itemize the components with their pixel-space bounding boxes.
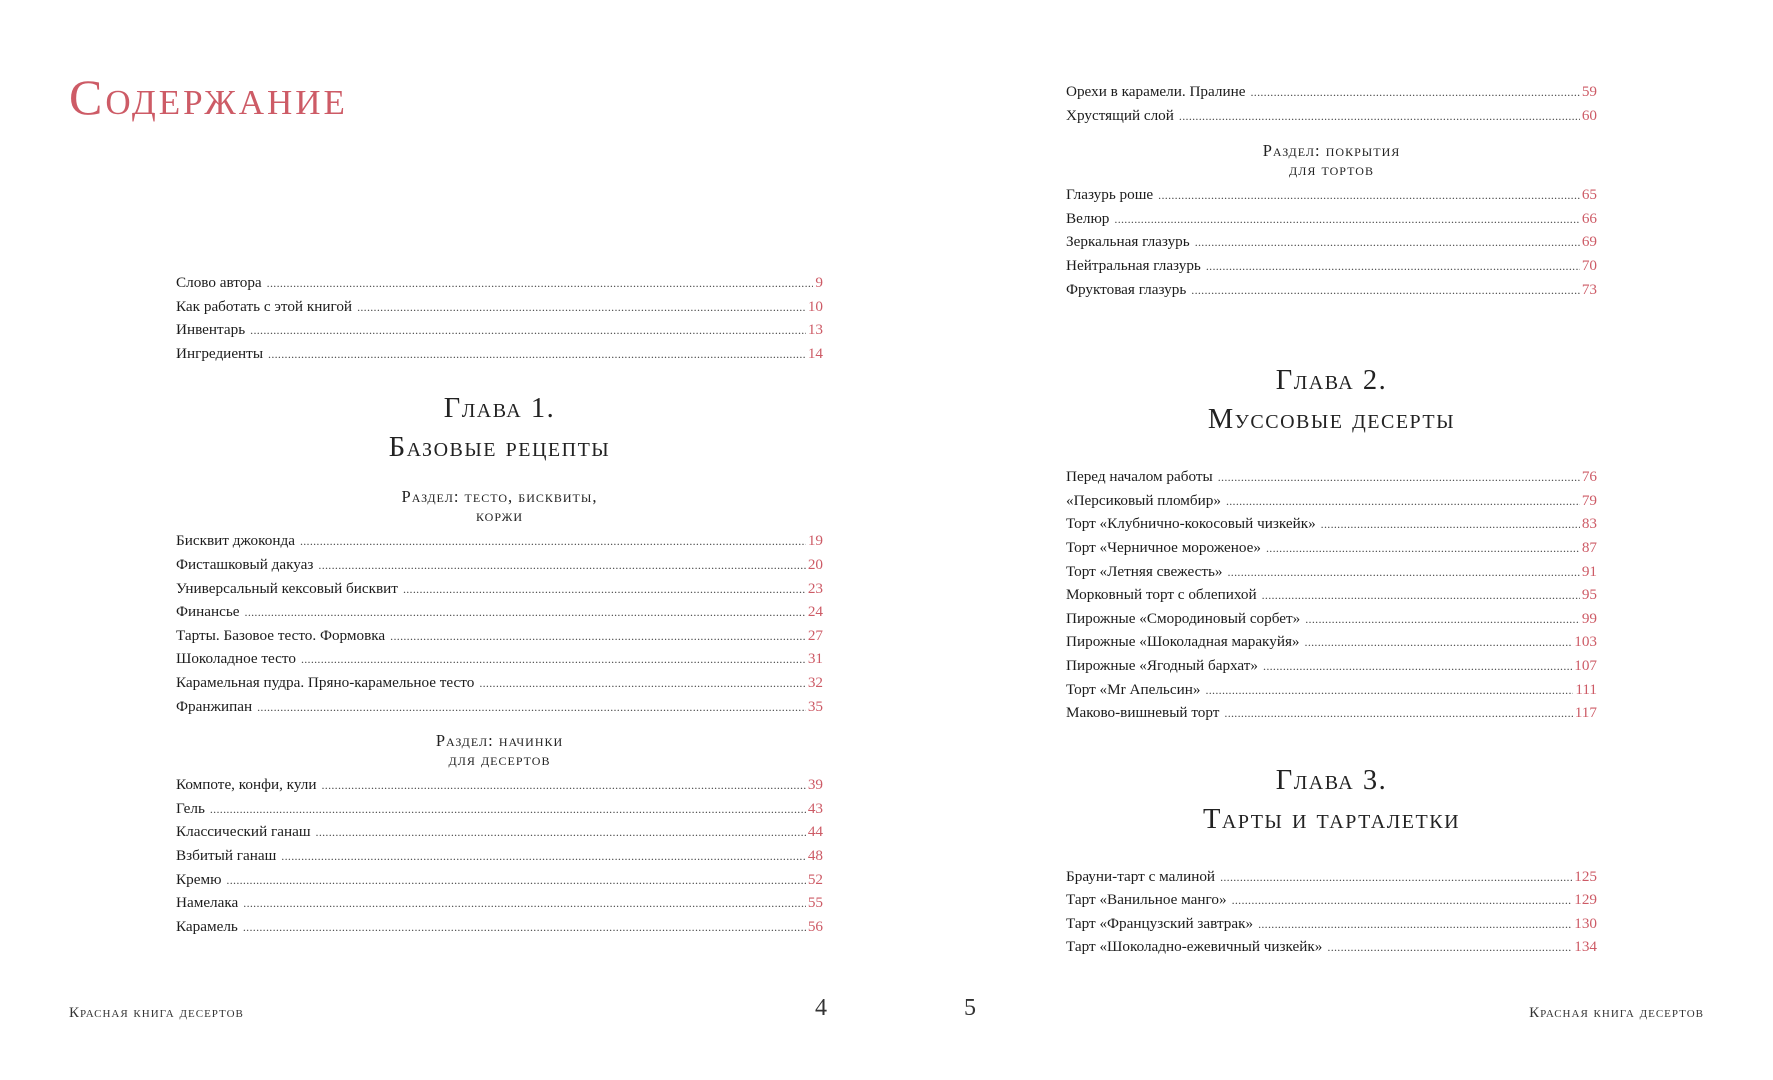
footer-book-title: Красная книга десертов — [1529, 1005, 1704, 1021]
footer-book-title: Красная книга десертов — [69, 1005, 244, 1021]
toc-entry-page-number: 55 — [807, 894, 823, 912]
toc-entry-title: Финансье — [176, 603, 240, 621]
toc-entry — [1066, 207, 1597, 231]
toc-entry-page-number: 60 — [1581, 106, 1597, 124]
toc-entry-title: Орехи в карамели. Пралине — [1066, 83, 1246, 100]
toc-entry-title: Универсальный кексовый бисквит — [176, 579, 398, 597]
toc-entry — [1066, 888, 1597, 912]
dot-leader — [210, 798, 806, 822]
toc-entry — [176, 577, 823, 601]
mousse-list — [1066, 465, 1597, 725]
toc-entry-page-number: 48 — [807, 846, 823, 864]
dot-leader — [1321, 513, 1580, 537]
section-title-line: Раздел: начинки — [435, 731, 564, 751]
toc-entry-page-number: 107 — [1574, 656, 1597, 674]
toc-entry-title: Тарт «Французский завтрак» — [1066, 914, 1254, 932]
toc-entry — [1066, 278, 1597, 302]
dot-leader — [226, 869, 805, 893]
section-heading-dough — [176, 487, 823, 525]
toc-entry-page-number: 76 — [1581, 468, 1597, 486]
chapter-1-heading — [176, 389, 823, 467]
toc-entry-title: Перед началом работы — [1066, 468, 1213, 486]
toc-entry — [1066, 489, 1597, 513]
toc-entry — [176, 318, 823, 342]
toc-entry — [1066, 654, 1597, 678]
dot-leader — [1206, 255, 1580, 279]
chapter-title: Муссовые десерты — [1207, 404, 1456, 436]
toc-entry-title: Торт «Mr Апельсин» — [1066, 680, 1201, 698]
dot-leader — [1205, 679, 1573, 703]
toc-entry — [176, 271, 823, 295]
toc-entry-title: Тарт «Шоколадно-ежевичный чизкейк» — [1066, 938, 1323, 956]
section-title-line: для десертов — [448, 750, 551, 770]
toc-entry-title: Глазурь роше — [1066, 186, 1154, 204]
toc-entry-title: Карамель — [176, 917, 238, 935]
toc-entry-page-number: 103 — [1574, 633, 1597, 651]
page-number-right: 5 — [964, 995, 976, 1021]
toc-entry — [1066, 80, 1597, 104]
toc-entry-title: Слово автора — [176, 274, 262, 291]
dot-leader — [1263, 655, 1572, 679]
toc-entry-page-number: 95 — [1581, 586, 1597, 604]
right-page — [886, 0, 1773, 1080]
toc-entry-page-number: 39 — [807, 776, 823, 794]
section-title-line: для тортов — [1289, 160, 1374, 180]
page-number-left: 4 — [815, 995, 827, 1021]
dot-leader — [1114, 208, 1579, 232]
toc-right — [1066, 80, 1597, 959]
dot-leader — [301, 648, 806, 672]
toc-entry-title: Шоколадное тесто — [176, 650, 296, 668]
chapter-number: Глава 3. — [1275, 764, 1388, 796]
toc-entry-page-number: 20 — [807, 555, 823, 573]
toc-entry — [176, 868, 823, 892]
dot-leader — [1191, 279, 1580, 303]
toc-entry — [1066, 512, 1597, 536]
section-title-line: коржи — [475, 506, 524, 526]
toc-entry-page-number: 52 — [807, 870, 823, 888]
toc-entry-page-number: 13 — [807, 321, 823, 339]
toc-entry-page-number: 10 — [807, 297, 823, 315]
toc-entry — [176, 647, 823, 671]
toc-entry-page-number: 43 — [807, 799, 823, 817]
dot-leader — [257, 696, 806, 720]
toc-entry — [1066, 607, 1597, 631]
toc-entry-page-number: 35 — [807, 697, 823, 715]
toc-entry-page-number: 73 — [1581, 280, 1597, 298]
section-title-line: Раздел: тесто, бисквиты, — [401, 487, 598, 507]
dot-leader — [243, 916, 806, 940]
dot-leader — [1266, 537, 1580, 561]
toc-entry-page-number: 66 — [1581, 209, 1597, 227]
dot-leader — [479, 672, 805, 696]
toc-entry-page-number: 91 — [1581, 562, 1597, 580]
toc-entry-title: Намелака — [176, 894, 239, 912]
toc-entry — [176, 891, 823, 915]
section-heading-fillings — [176, 731, 823, 769]
dot-leader — [1232, 889, 1573, 913]
toc-entry-title: Нейтральная глазурь — [1066, 256, 1201, 274]
toc-entry-title: Торт «Черничное мороженое» — [1066, 538, 1261, 556]
toc-entry — [176, 529, 823, 553]
toc-entry-page-number: 31 — [807, 650, 823, 668]
toc-entry — [1066, 230, 1597, 254]
toc-entry-page-number: 24 — [807, 603, 823, 621]
section-title-line: Раздел: покрытия — [1262, 141, 1401, 161]
dot-leader — [1224, 702, 1572, 726]
toc-entry-page-number: 56 — [807, 917, 823, 935]
dot-leader — [243, 892, 806, 916]
toc-entry — [176, 915, 823, 939]
toc-entry — [176, 820, 823, 844]
toc-entry-title: Компоте, конфи, кули — [176, 776, 317, 794]
toc-left — [176, 271, 823, 938]
toc-entry — [176, 600, 823, 624]
toc-entry-title: Тарт «Ванильное манго» — [1066, 891, 1227, 909]
toc-entry-title: Пирожные «Смородиновый сорбет» — [1066, 609, 1301, 627]
toc-entry-page-number: 19 — [807, 532, 823, 550]
toc-entry-title: Фисташковый дакуаз — [176, 555, 314, 573]
toc-entry — [176, 773, 823, 797]
toc-entry-page-number: 9 — [815, 274, 823, 291]
toc-entry-page-number: 27 — [807, 626, 823, 644]
toc-entry-page-number: 70 — [1581, 256, 1597, 274]
toc-entry — [1066, 560, 1597, 584]
toc-entry-page-number: 59 — [1581, 83, 1597, 100]
toc-entry-page-number: 134 — [1574, 938, 1597, 956]
intro-list — [176, 271, 823, 365]
chapter-3-heading — [1066, 761, 1597, 839]
toc-entry-page-number: 125 — [1574, 867, 1597, 885]
toc-entry-page-number: 129 — [1574, 891, 1597, 909]
toc-entry-title: Брауни-тарт с малиной — [1066, 867, 1216, 885]
toc-entry — [176, 844, 823, 868]
dot-leader — [357, 296, 806, 320]
dot-leader — [318, 554, 805, 578]
toc-entry-page-number: 130 — [1574, 914, 1597, 932]
toc-entry — [1066, 701, 1597, 725]
toc-entry — [1066, 583, 1597, 607]
chapter-2-heading — [1066, 361, 1597, 439]
toc-entry — [176, 797, 823, 821]
dot-leader — [250, 319, 806, 343]
toc-entry-title: Пирожные «Шоколадная маракуйя» — [1066, 633, 1300, 651]
toc-entry — [1066, 183, 1597, 207]
toc-entry-title: Морковный торт с облепихой — [1066, 586, 1257, 604]
dot-leader — [1250, 81, 1579, 105]
toc-entry-title: Торт «Клубнично-кокосовый чизкейк» — [1066, 515, 1316, 533]
chapter-number: Глава 2. — [1275, 365, 1388, 397]
toc-entry-page-number: 117 — [1574, 704, 1597, 722]
toc-entry — [1066, 865, 1597, 889]
toc-entry — [176, 553, 823, 577]
tarts-list — [1066, 865, 1597, 959]
toc-entry-page-number: 65 — [1581, 186, 1597, 204]
toc-entry-title: Инвентарь — [176, 321, 246, 339]
dot-leader — [316, 821, 806, 845]
toc-entry — [1066, 678, 1597, 702]
toc-entry-title: Фруктовая глазурь — [1066, 280, 1187, 298]
chapter-number: Глава 1. — [443, 393, 556, 425]
toc-entry-page-number: 44 — [807, 823, 823, 841]
toc-entry — [176, 671, 823, 695]
toc-entry-title: Тарты. Базовое тесто. Формовка — [176, 626, 386, 644]
dot-leader — [1218, 466, 1580, 490]
page-title: Содержание — [69, 69, 348, 125]
toc-entry-title: Ингредиенты — [176, 344, 264, 362]
toc-entry-title: Классический ганаш — [176, 823, 311, 841]
dot-leader — [403, 578, 806, 602]
toc-entry-title: Кремю — [176, 870, 222, 888]
toc-entry-title: Как работать с этой книгой — [176, 297, 353, 315]
dot-leader — [390, 625, 806, 649]
dot-leader — [1305, 608, 1580, 632]
dot-leader — [1179, 105, 1580, 129]
toc-entry — [1066, 536, 1597, 560]
dot-leader — [1262, 584, 1580, 608]
toc-entry-title: Хрустящий слой — [1066, 106, 1174, 124]
dot-leader — [300, 530, 806, 554]
toc-entry-page-number: 14 — [807, 344, 823, 362]
dot-leader — [1158, 184, 1580, 208]
dot-leader — [1220, 866, 1572, 890]
dot-leader — [1305, 631, 1573, 655]
toc-entry-title: Маково-вишневый торт — [1066, 704, 1220, 722]
left-page — [0, 0, 886, 1080]
toc-entry — [1066, 630, 1597, 654]
toc-entry — [1066, 104, 1597, 128]
toc-entry-title: Гель — [176, 799, 205, 817]
toc-entry-title: Бисквит джоконда — [176, 532, 295, 550]
toc-entry-page-number: 87 — [1581, 538, 1597, 556]
toc-entry-page-number: 111 — [1575, 680, 1597, 698]
toc-entry-title: «Персиковый пломбир» — [1066, 491, 1221, 509]
toc-entry-page-number: 23 — [807, 579, 823, 597]
toc-entry — [1066, 254, 1597, 278]
toc-entry — [1066, 935, 1597, 959]
toc-entry-title: Взбитый ганаш — [176, 846, 277, 864]
toc-entry-page-number: 99 — [1581, 609, 1597, 627]
toc-entry-title: Зеркальная глазурь — [1066, 233, 1190, 251]
section-heading-coatings — [1066, 141, 1597, 179]
fillings-list — [176, 773, 823, 938]
fillings-continued-list — [1066, 80, 1597, 127]
toc-entry-title: Пирожные «Ягодный бархат» — [1066, 656, 1259, 674]
dot-leader — [1226, 490, 1580, 514]
dough-list — [176, 529, 823, 718]
dot-leader — [1228, 561, 1580, 585]
toc-entry-page-number: 83 — [1581, 515, 1597, 533]
toc-entry — [176, 624, 823, 648]
dot-leader — [245, 601, 806, 625]
toc-entry-page-number: 32 — [807, 673, 823, 691]
dot-leader — [268, 343, 806, 367]
dot-leader — [1195, 231, 1580, 255]
dot-leader — [1258, 913, 1572, 937]
toc-entry — [176, 295, 823, 319]
dot-leader — [1327, 936, 1572, 960]
dot-leader — [267, 272, 814, 296]
toc-entry-title: Велюр — [1066, 209, 1110, 227]
coatings-list — [1066, 183, 1597, 301]
chapter-title: Базовые рецепты — [388, 432, 611, 464]
toc-entry-page-number: 69 — [1581, 233, 1597, 251]
chapter-title: Тарты и тарталетки — [1202, 803, 1461, 835]
toc-entry-title: Торт «Летняя свежесть» — [1066, 562, 1223, 580]
toc-entry — [176, 695, 823, 719]
toc-entry-title: Карамельная пудра. Пряно-карамельное тесто — [176, 673, 475, 691]
toc-entry-page-number: 79 — [1581, 491, 1597, 509]
toc-entry-title: Франжипан — [176, 697, 253, 715]
toc-entry — [1066, 465, 1597, 489]
toc-entry — [176, 342, 823, 366]
dot-leader — [281, 845, 806, 869]
dot-leader — [321, 774, 805, 798]
toc-entry — [1066, 912, 1597, 936]
